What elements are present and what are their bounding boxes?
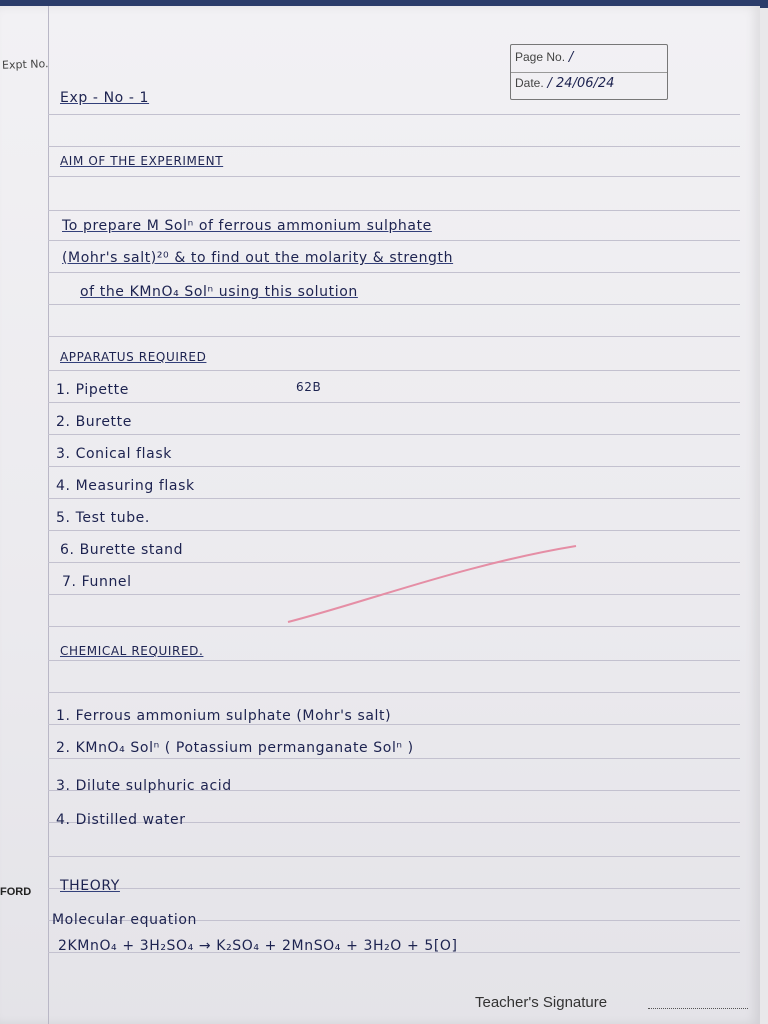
apparatus-item: 7. Funnel [62,574,132,590]
ruled-line [48,530,740,531]
margin-note: 62B [296,380,322,394]
apparatus-item: 5. Test tube. [56,510,150,526]
page-no-value: / [568,50,574,65]
ruled-line [48,336,740,337]
ruled-line [48,146,740,147]
ruled-line [48,402,740,403]
box-divider [511,72,667,73]
ruled-line [48,210,740,211]
chemical-item: 3. Dilute sulphuric acid [56,778,232,794]
chemicals-heading: CHEMICAL REQUIRED. [60,644,204,658]
apparatus-heading: APPARATUS REQUIRED [60,350,207,364]
ruled-line [48,304,740,305]
aim-heading: AIM OF THE EXPERIMENT [60,154,224,168]
ruled-line [48,660,740,661]
apparatus-item: 6. Burette stand [60,542,184,558]
exp-number: Exp - No - 1 [60,90,150,106]
apparatus-item: 1. Pipette [56,382,129,398]
chemical-item: 4. Distilled water [56,812,186,828]
ruled-line [48,498,740,499]
expt-no-label: Expt No. [1,57,49,72]
ruled-line [48,758,740,759]
molecular-equation: 2KMnO₄ + 3H₂SO₄ → K₂SO₄ + 2MnSO₄ + 3H₂O + 5[O] [58,938,458,954]
ruled-line [48,176,740,177]
chemical-item: 1. Ferrous ammonium sulphate (Mohr's salt) [56,708,392,724]
brand-label: FORD [0,886,32,898]
ruled-line [48,434,740,435]
chemical-item: 2. KMnO₄ Solⁿ ( Potassium permanganate Solⁿ ) [56,740,414,756]
ruled-line [48,114,740,115]
ruled-line [48,856,740,857]
ruled-line [48,370,740,371]
aim-line: To prepare M Solⁿ of ferrous ammonium sulphate [62,218,432,234]
teacher-signature-label: Teacher's Signature [475,994,608,1011]
ruled-line [48,466,740,467]
apparatus-item: 2. Burette [56,414,132,430]
ruled-line [48,272,740,273]
ruled-line [48,240,740,241]
ruled-line [48,692,740,693]
pink-pen-stroke [286,542,586,626]
ruled-line [48,724,740,725]
theory-subheading: Molecular equation [52,912,197,928]
ruled-line [48,888,740,889]
notebook-page [0,6,760,1024]
page-date-box [510,44,668,100]
signature-line [648,1008,748,1009]
date-value: / 24/06/24 [547,76,615,91]
margin-line [48,6,49,1024]
aim-line: (Mohr's salt)²⁰ & to find out the molarity & strength [62,250,454,266]
apparatus-item: 3. Conical flask [56,446,172,462]
page-no-label: Page No. [515,50,566,64]
ruled-line [48,626,740,627]
theory-heading: THEORY [60,878,120,894]
date-label: Date. [515,76,544,90]
apparatus-item: 4. Measuring flask [56,478,195,494]
aim-line: of the KMnO₄ Solⁿ using this solution [80,284,358,300]
